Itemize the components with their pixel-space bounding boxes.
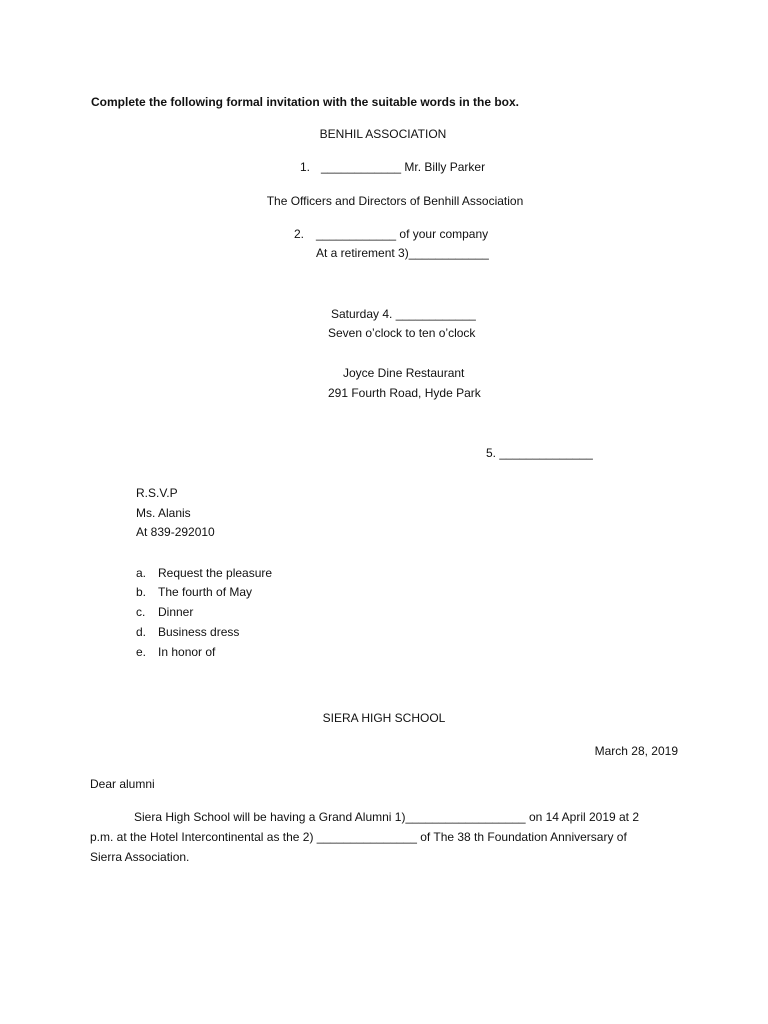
word-option: The fourth of May [158, 585, 253, 599]
invitation-line-6: Seven o’clock to ten o’clock [328, 326, 476, 340]
invitation-address: 291 Fourth Road, Hyde Park [328, 386, 481, 400]
invitation-title: BENHIL ASSOCIATION [319, 127, 447, 141]
word-option-letter: e. [136, 645, 147, 659]
word-option-letter: b. [136, 585, 147, 599]
invitation-line-5: Saturday 4. ____________ [331, 307, 476, 321]
invitation-line-4: At a retirement 3)____________ [316, 246, 489, 260]
invitation-line-3: ____________ of your company [316, 227, 489, 241]
invitation-venue: Joyce Dine Restaurant [343, 366, 465, 380]
rsvp-name: Ms. Alanis [136, 506, 191, 520]
word-option: In honor of [158, 645, 216, 659]
invitation-line-2: The Officers and Directors of Benhill Association [266, 194, 524, 208]
letter-greeting: Dear alumni [90, 777, 155, 791]
word-option-letter: a. [136, 566, 147, 580]
item-number-1: 1. [300, 160, 311, 174]
invitation-line-1: ____________ Mr. Billy Parker [321, 160, 486, 174]
letter-body-line-2: p.m. at the Hotel Intercontinental as the 2) _______________ of The 38 th Foundation Anniversary of [90, 830, 627, 844]
word-option-letter: c. [136, 605, 146, 619]
letter-body-line-1: Siera High School will be having a Grand Alumni 1)__________________ on 14 April 2019 at 2 [134, 810, 640, 824]
rsvp-phone: At 839-292010 [136, 525, 215, 539]
letter-date: March 28, 2019 [594, 744, 678, 758]
item-number-2: 2. [294, 227, 305, 241]
instruction-text: Complete the following formal invitation with the suitable words in the box. [91, 95, 520, 109]
rsvp-label: R.S.V.P [136, 486, 178, 500]
word-option: Dinner [158, 605, 194, 619]
word-option: Business dress [158, 625, 240, 639]
word-option-letter: d. [136, 625, 147, 639]
word-option: Request the pleasure [158, 566, 273, 580]
letter-body-line-3: Sierra Association. [90, 850, 190, 864]
letter-title: SIERA HIGH SCHOOL [322, 711, 446, 725]
invitation-line-9: 5. ______________ [486, 446, 593, 460]
